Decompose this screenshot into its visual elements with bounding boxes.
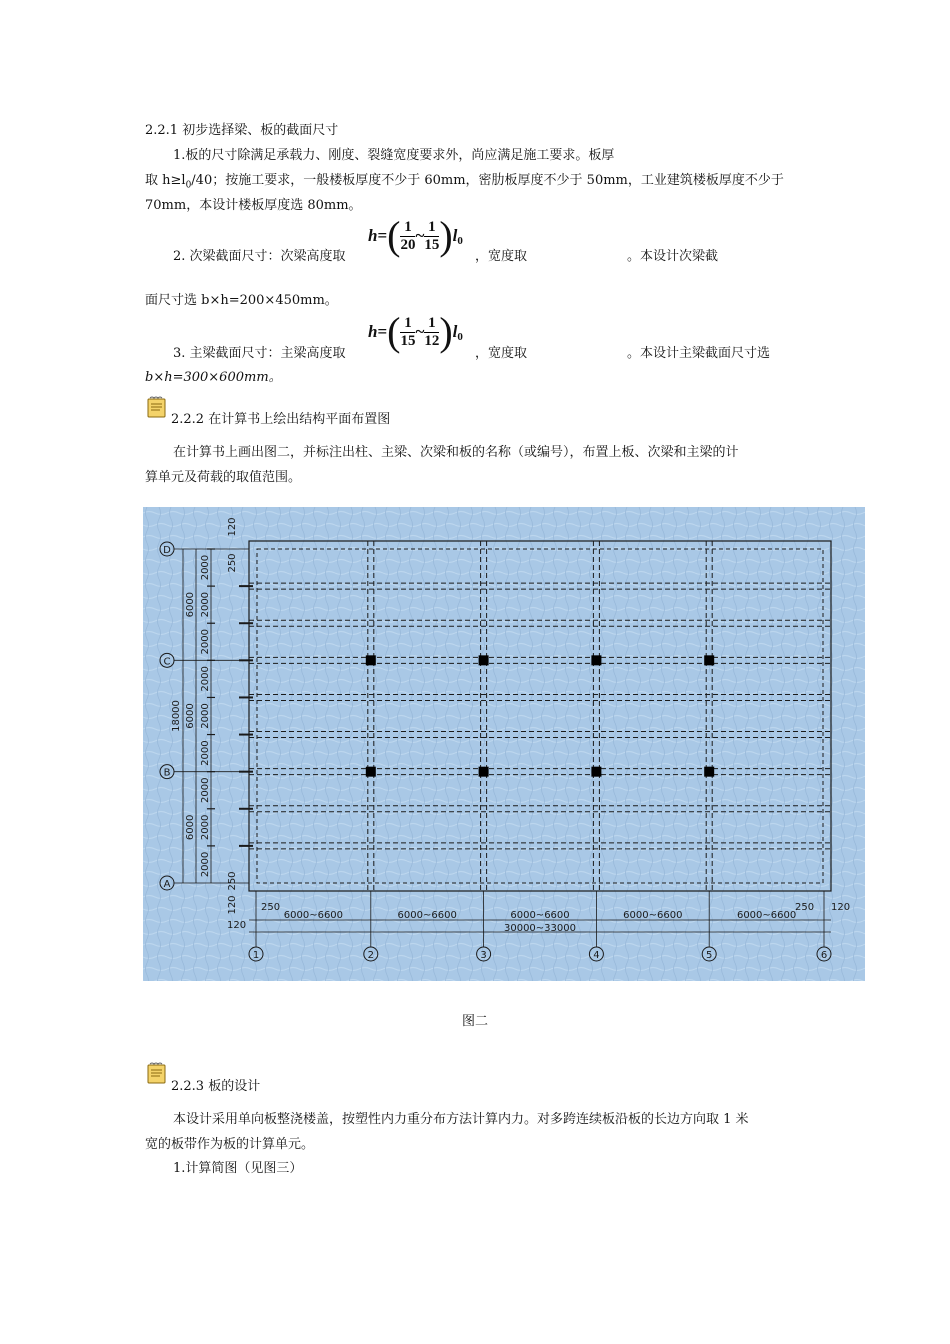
- dim-top-250: 250: [227, 553, 238, 573]
- section-2-2-2-title: 2.2.2 在计算书上绘出结构平面布置图: [171, 412, 391, 427]
- paragraph-1-line-3: 70mm，本设计楼板厚度选 80mm。: [145, 198, 362, 213]
- dim-2000-left: 2000: [200, 554, 211, 581]
- dim-top-120: 120: [227, 517, 238, 537]
- dim-6000-left: 6000: [185, 591, 196, 618]
- dim-span: 6000~6600: [283, 910, 344, 921]
- notepad-icon: [145, 1061, 169, 1085]
- axis-label-A: A: [163, 879, 171, 890]
- formula-main-beam-height: h=( $\frac{1}{15}$ ~ $\frac{1}{12}$ )$l_0$: [368, 309, 463, 354]
- structural-plan-figure: [143, 507, 865, 981]
- dim-right-250: 250: [795, 902, 815, 913]
- column: [704, 767, 714, 777]
- paragraph-3-part-b: ，宽度取: [475, 346, 528, 361]
- paragraph-5-line-2: 宽的板带作为板的计算单元。: [145, 1137, 315, 1152]
- notepad-icon: [145, 395, 169, 419]
- column: [591, 655, 601, 665]
- axis-label-3: 3: [480, 950, 487, 961]
- paragraph-2-part-c: 。本设计次梁截: [627, 249, 719, 264]
- dim-6000-left: 6000: [185, 814, 196, 841]
- formula-secondary-beam-height: h=( $\frac{1}{20}$ ~ $\frac{1}{15}$ )$l_0$: [368, 213, 463, 258]
- dim-2000-left: 2000: [200, 814, 211, 841]
- paragraph-4-line-1: 在计算书上画出图二，并标注出柱、主梁、次梁和板的名称（或编号），布置上板、次梁和主梁的计: [173, 445, 739, 460]
- column: [704, 655, 714, 665]
- dim-2000-left: 2000: [200, 740, 211, 766]
- dim-bottom-250: 250: [227, 871, 238, 891]
- paragraph-2-part-b: ，宽度取: [475, 249, 528, 264]
- dim-total-left: 18000: [171, 700, 182, 732]
- dim-span: 6000~6600: [510, 910, 570, 921]
- axis-label-D: D: [163, 545, 171, 556]
- paragraph-3-part-c: 。本设计主梁截面尺寸选: [627, 346, 771, 361]
- dim-total-bottom: 30000~33000: [503, 923, 577, 934]
- column: [366, 655, 376, 665]
- paragraph-3-part-a: 3. 主梁截面尺寸：主梁高度取: [173, 346, 346, 361]
- axis-label-B: B: [163, 767, 171, 779]
- paragraph-3-line-2: b×h=300×600mm。: [145, 370, 282, 385]
- dim-left-120: 120: [227, 920, 247, 931]
- axis-label-6: 6: [820, 950, 828, 961]
- paragraph-1-line-1: 1.板的尺寸除满足承载力、刚度、裂缝宽度要求外，尚应满足施工要求。板厚: [173, 148, 615, 163]
- column: [591, 767, 601, 777]
- paragraph-6: 1.计算简图（见图三）: [173, 1161, 303, 1176]
- column: [366, 767, 376, 777]
- paragraph-2-line-2: 面尺寸选 b×h=200×450mm。: [145, 293, 338, 308]
- paragraph-2-part-a: 2. 次梁截面尺寸：次梁高度取: [173, 249, 346, 264]
- dim-span: 6000~6600: [397, 910, 457, 921]
- axis-label-C: C: [163, 656, 171, 668]
- dim-2000-left: 2000: [200, 851, 211, 878]
- dim-bottom-120: 120: [227, 895, 238, 915]
- figure-caption: 图二: [462, 1014, 489, 1029]
- column: [479, 655, 489, 665]
- section-2-2-1-title: 2.2.1 初步选择梁、板的截面尺寸: [145, 123, 339, 138]
- dim-2000-left: 2000: [200, 777, 211, 803]
- dim-2000-left: 2000: [200, 703, 211, 729]
- dim-span: 6000~6600: [736, 910, 797, 921]
- column: [479, 767, 489, 777]
- paragraph-4-line-2: 算单元及荷载的取值范围。: [145, 470, 302, 485]
- dim-left-250: 250: [261, 902, 281, 913]
- section-2-2-3-title: 2.2.3 板的设计: [171, 1079, 261, 1094]
- dim-2000-left: 2000: [200, 629, 211, 655]
- axis-label-2: 2: [367, 950, 374, 961]
- paragraph-5-line-1: 本设计采用单向板整浇楼盖，按塑性内力重分布方法计算内力。对多跨连续板沿板的长边方向取 1 米: [173, 1112, 749, 1127]
- axis-label-4: 4: [593, 950, 600, 961]
- axis-label-1: 1: [252, 950, 260, 961]
- dim-2000-left: 2000: [200, 666, 211, 692]
- dim-span: 6000~6600: [623, 910, 683, 921]
- axis-label-5: 5: [706, 950, 713, 961]
- dim-6000-left: 6000: [185, 703, 196, 729]
- dim-right-120: 120: [831, 902, 851, 913]
- paragraph-1-line-2: 取 $h\ge l_0/40$；按施工要求，一般楼板厚度不少于 60mm，密肋板厚度不少于 50mm，工业建筑楼板厚度不少于: [145, 173, 784, 191]
- dim-2000-left: 2000: [200, 591, 211, 618]
